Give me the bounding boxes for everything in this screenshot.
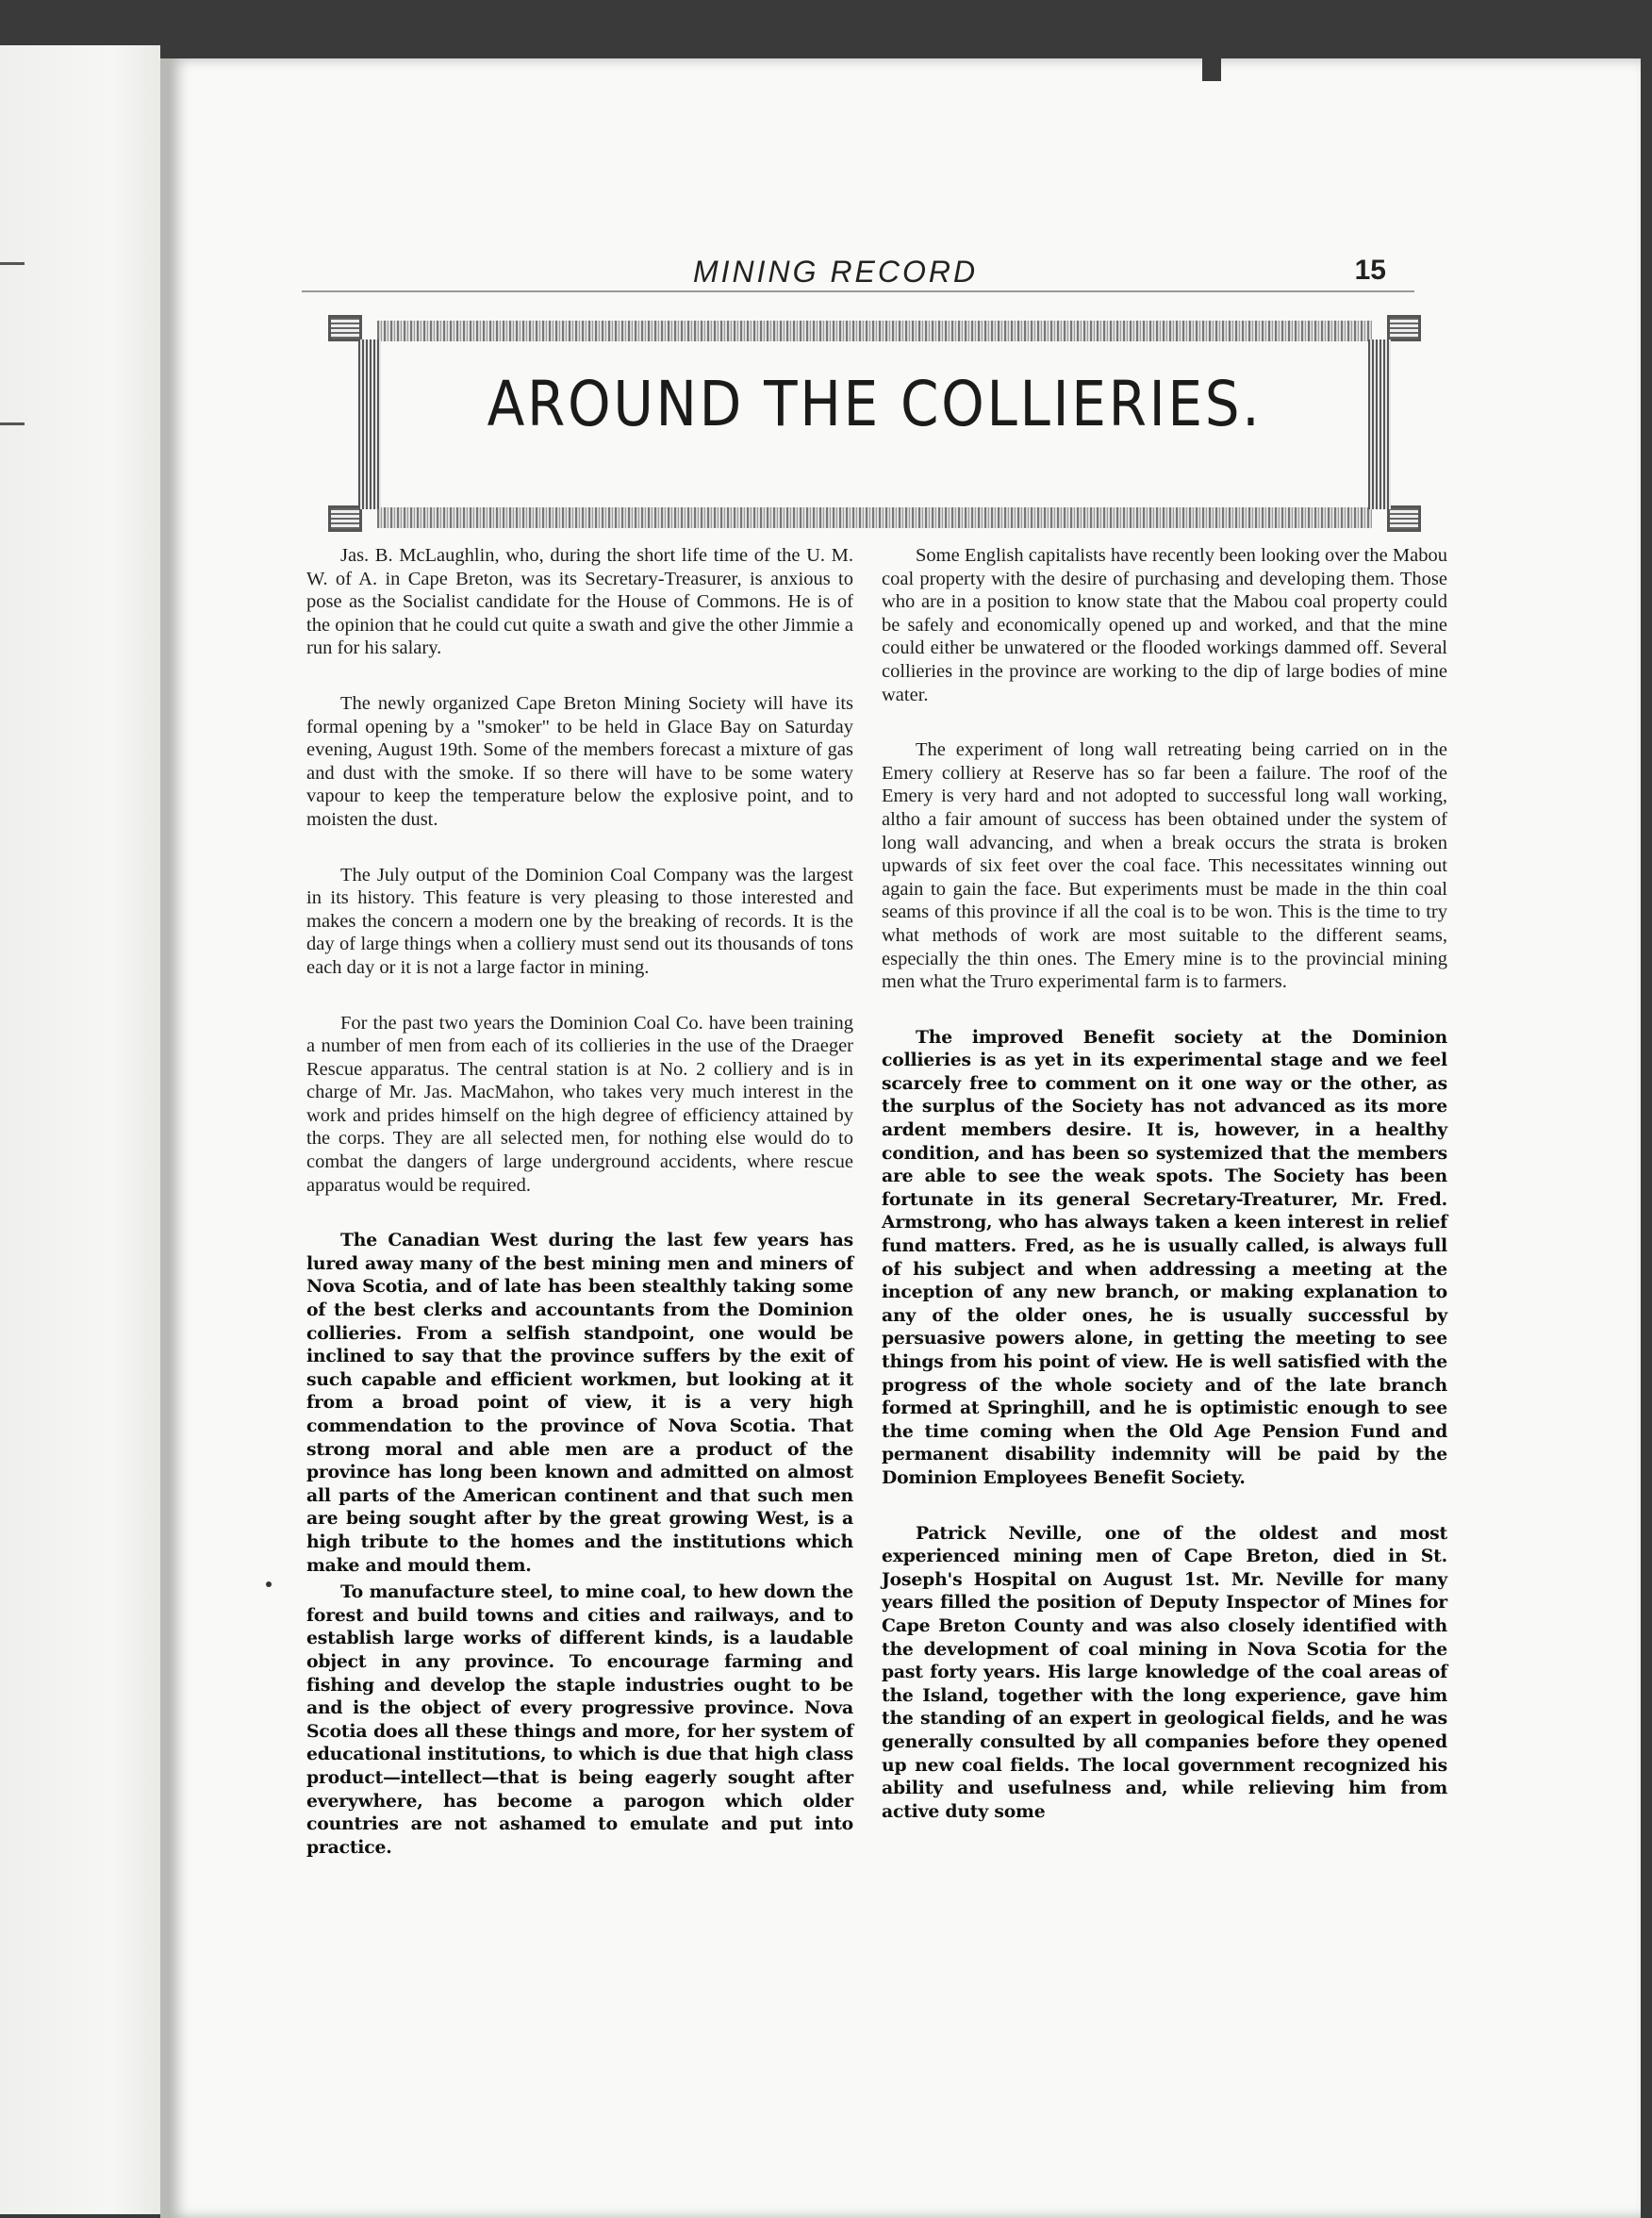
page-number: 15 [1354, 255, 1386, 286]
article-paragraph: The Canadian West during the last few years has lured away many of the best mining men and miners of Nova Scotia, and of late has been stealthly taking some of the best clerks and accountants from the Dominion collieries. From a selfish standpoint, one would be inclined to say that the province suffers by the exit of such capable and efficient workmen, but looking at it from a broad point of view, it is a very high commendation to the province of Nova Scotia. That strong moral and able men are a product of the province has long been known and admitted on almost all parts of the American continent and that such men are being sought after by the great growing West, is a high tribute to the homes and the institutions which make and mould them. [306, 1230, 853, 1576]
banner-left-rule [358, 339, 381, 509]
banner-corner-ornament [1387, 315, 1421, 341]
article-paragraph: Some English capitalists have recently been looking over the Mabou coal property with the desire of purchasing and developing them. Those who are in a position to know state that the Mabou coal property could be safely and economically opened up and worked, and that the mine could either be unwatered or the flooded workings dammed off. Several collieries in the province are working to the dip of large bodies of mine water. [882, 545, 1447, 705]
article-paragraph: Jas. B. McLaughlin, who, during the short life time of the U. M. W. of A. in Cape Breton, was its Secretary-Treasurer, is anxious to pose as the Socialist candidate for the House of Commons. He is of the opinion that he could cut quite a swath and give the other Jimmie a run for his salary. [306, 545, 853, 659]
magazine-page [160, 58, 1641, 2218]
banner-top-rule [377, 321, 1372, 341]
article-paragraph: Patrick Neville, one of the oldest and most experienced mining men of Cape Breton, died in St. Joseph's Hospital on August 1st. Mr. Neville for many years filled the position of Deputy Inspector of Mines for Cape Breton County and was also closely identified with the development of coal mining in Nova Scotia for the past forty years. His large knowledge of the coal areas of the Island, together with the long experience, gave him the standing of an expert in geological fields, and he was generally consulted by all companies before they opened up new coal fields. The local government recognized his ability and usefulness and, while relieving him from active duty some [882, 1522, 1447, 1822]
article-paragraph: The experiment of long wall retreating being carried on in the Emery colliery at Reserve has so far been a failure. The roof of the Emery is very hard and not adopted to successful long wall working, altho a fair amount of success has been obtained under the system of long wall advancing, and when a break occurs the strata is broken upwards of six feet over the coal face. This necessitates winning out again to gain the face. But experiments must be made in the thin coal seams of this province if all the coal is to be won. This is the time to try what methods of work are most suitable to the different seams, especially the thin ones. The Emery mine is to the provincial mining men what the Truro experimental farm is to farmers. [882, 739, 1447, 993]
article-paragraph: The newly organized Cape Breton Mining Society will have its formal opening by a "smoker" to be held in Glace Bay on Saturday evening, August 19th. Some of the members forecast a mixture of gas and dust with the smoke. If so there will have to be some watery vapour to keep the temperature below the explosive point, and to moisten the dust. [306, 692, 853, 830]
running-title: MINING RECORD [693, 255, 979, 289]
page-notch [1202, 43, 1221, 81]
ink-speck [266, 1581, 272, 1587]
article-paragraph: For the past two years the Dominion Coal Co. have been training a number of men from each of its collieries in the use of the Draeger Rescue apparatus. The central station is at No. 2 colliery and is in charge of Mr. Jas. MacMahon, who takes very much interest in the work and prides himself on the high degree of efficiency attained by the corps. They are all selected men, for nothing else would do to combat the dangers of large underground accidents, where rescue apparatus would be required. [306, 1012, 853, 1196]
article-paragraph: To manufacture steel, to mine coal, to hew down the forest and build towns and cities and railways, and to establish large works of different kinds, is a laudable object in any province. To encourage farming and fishing and develop the staple industries ought to be and is the object of every progressive province. Nova Scotia does all these things and more, for her system of educational institutions, to which is due that high class product—intellect—that is being eagerly sought after everywhere, has become a parogon which older countries are not ashamed to emulate and put into practice. [306, 1581, 853, 1858]
banner-corner-ornament [328, 315, 362, 341]
facing-page-edge [0, 45, 160, 2214]
banner-corner-ornament [1387, 505, 1421, 532]
banner-corner-ornament [328, 505, 362, 532]
banner-right-rule [1368, 339, 1391, 509]
right-column [882, 544, 1447, 1855]
facing-page-mark [0, 262, 25, 265]
article-paragraph: The July output of the Dominion Coal Company was the largest in its history. This feature is very pleasing to those interested and makes the concern a modern one by the breaking of records. It is the day of large things when a colliery must send out its thousands of tons each day or it is not a large factor in mining. [306, 864, 853, 978]
running-header [302, 255, 1414, 292]
article-paragraph: The improved Benefit society at the Dominion collieries is as yet in its experimental stage and we feel scarcely free to comment on it one way or the other, as the surplus of the Society has not advanced as its more ardent members desire. It is, however, in a healthy condition, and has been so systemized that the members are able to see the weak spots. The Society has been fortunate in its general Secretary-Treaturer, Mr. Fred. Armstrong, who has always taken a keen interest in relief fund matters. Fred, as he is usually called, is always full of his subject and when addressing a meeting at the inception of any new branch, or making explanation to any of the older ones, he is usually successful by persuasive powers alone, in getting the meeting to see things from his point of view. He is well satisfied with the progress of the whole society and of the late branch formed at Springhill, and he is optimistic enough to see the time coming when the Old Age Pension Fund and permanent disability indemnity will be paid by the Dominion Employees Benefit Society. [882, 1026, 1447, 1488]
left-column [306, 544, 853, 1891]
banner-bottom-rule [377, 507, 1372, 528]
section-title: AROUND THE COLLIERIES. [487, 368, 1263, 440]
facing-page-mark [0, 422, 25, 425]
section-banner [321, 302, 1429, 538]
